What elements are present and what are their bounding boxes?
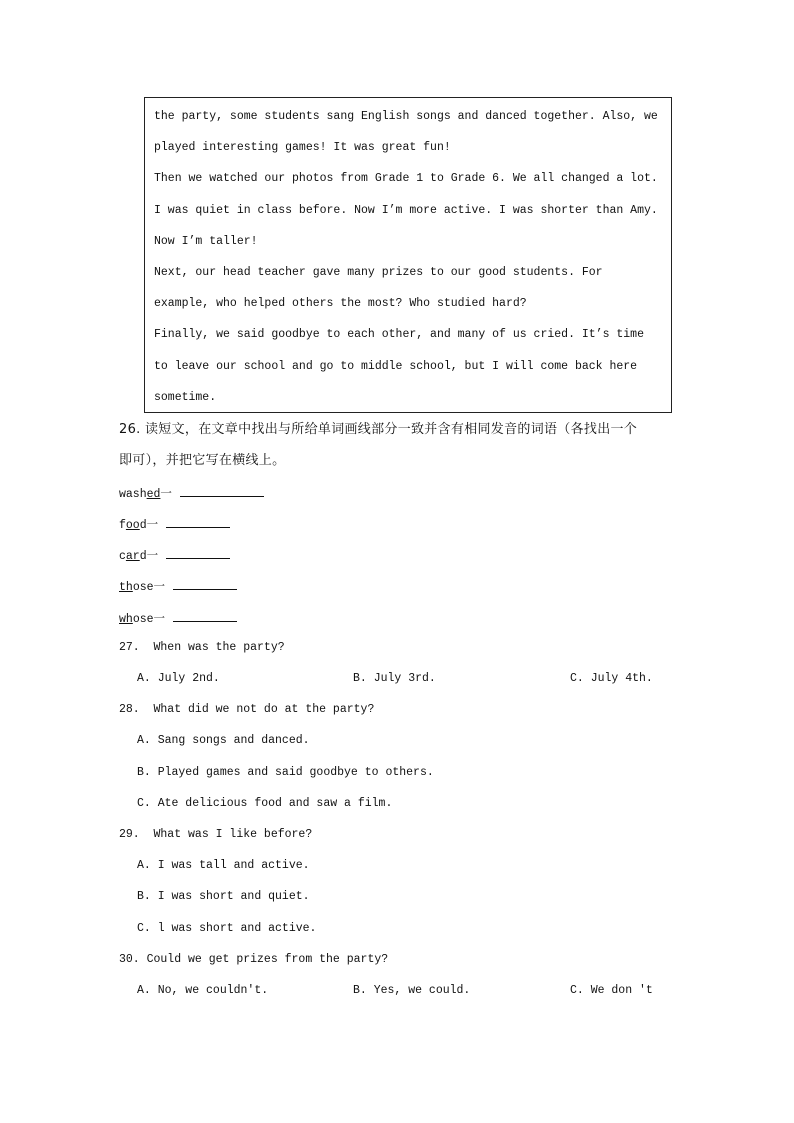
word-part: c xyxy=(119,550,126,563)
q30-question: 30. Could we get prizes from the party? xyxy=(119,953,389,966)
word-part: d xyxy=(139,519,147,532)
answer-blank[interactable] xyxy=(166,517,230,528)
passage-line: the party, some students sang English songs and danced together. Also, we xyxy=(154,110,658,123)
q26-instruction: 26. 读短文，在文章中找出与所给单词画线部分一致并含有相同发音的词语（各找出一个 xyxy=(119,422,638,437)
passage-line: example, who helped others the most? Who studied hard? xyxy=(154,297,527,310)
q27-option-b[interactable]: B. July 3rd. xyxy=(353,672,436,685)
dash: 一 xyxy=(146,550,159,563)
q29-question: 29. What was I like before? xyxy=(119,828,313,841)
q27-option-a[interactable]: A. July 2nd. xyxy=(137,672,220,685)
q26-item-whose xyxy=(119,611,237,628)
answer-blank[interactable] xyxy=(180,486,264,497)
passage-line: I was quiet in class before. Now I’m more active. I was shorter than Amy. xyxy=(154,204,658,217)
q29-option-b[interactable]: B. I was short and quiet. xyxy=(137,890,310,903)
word-part: d xyxy=(139,550,147,563)
word-part: ose xyxy=(132,581,154,594)
passage-line: played interesting games! It was great fun! xyxy=(154,141,451,154)
q28-option-a[interactable]: A. Sang songs and danced. xyxy=(137,734,310,747)
passage-line: to leave our school and go to middle school, but I will come back here xyxy=(154,360,638,373)
dash: 一 xyxy=(160,488,172,501)
word-underlined: ar xyxy=(125,550,140,563)
q26-item-food xyxy=(119,517,230,534)
q27-question: 27. When was the party? xyxy=(119,641,285,654)
word-part: f xyxy=(119,519,126,532)
dash: 一 xyxy=(153,613,166,626)
passage-line: sometime. xyxy=(154,391,217,404)
q26-item-those xyxy=(119,579,237,596)
answer-blank[interactable] xyxy=(173,579,237,590)
word-part: wash xyxy=(119,488,147,501)
answer-blank[interactable] xyxy=(173,611,237,622)
passage-line: Then we watched our photos from Grade 1 to Grade 6. We all changed a lot. xyxy=(154,172,658,185)
word-underlined: oo xyxy=(125,519,140,532)
q26-instruction-cont: 即可），并把它写在横线上。 xyxy=(119,453,286,468)
q26-item-washed xyxy=(119,486,264,503)
q29-option-a[interactable]: A. I was tall and active. xyxy=(137,859,310,872)
passage-line: Finally, we said goodbye to each other, and many of us cried. It’s time xyxy=(154,328,644,341)
q28-question: 28. What did we not do at the party? xyxy=(119,703,375,716)
word-underlined: th xyxy=(119,581,133,594)
q28-option-c[interactable]: C. Ate delicious food and saw a film. xyxy=(137,797,393,810)
q30-option-c[interactable]: C. We don 't xyxy=(570,984,653,997)
q29-option-c[interactable]: C. l was short and active. xyxy=(137,922,317,935)
dash: 一 xyxy=(153,581,166,594)
q28-option-b[interactable]: B. Played games and said goodbye to others. xyxy=(137,766,434,779)
passage-line: Next, our head teacher gave many prizes to our good students. For xyxy=(154,266,603,279)
q27-option-c[interactable]: C. July 4th. xyxy=(570,672,653,685)
q30-option-b[interactable]: B. Yes, we could. xyxy=(353,984,471,997)
q26-item-card xyxy=(119,548,230,565)
word-part: ose xyxy=(132,613,154,626)
q30-option-a[interactable]: A. No, we couldn't. xyxy=(137,984,269,997)
word-underlined: wh xyxy=(119,613,133,626)
dash: 一 xyxy=(146,519,159,532)
passage-line: Now I’m taller! xyxy=(154,235,258,248)
answer-blank[interactable] xyxy=(166,548,230,559)
word-underlined: ed xyxy=(146,488,161,501)
